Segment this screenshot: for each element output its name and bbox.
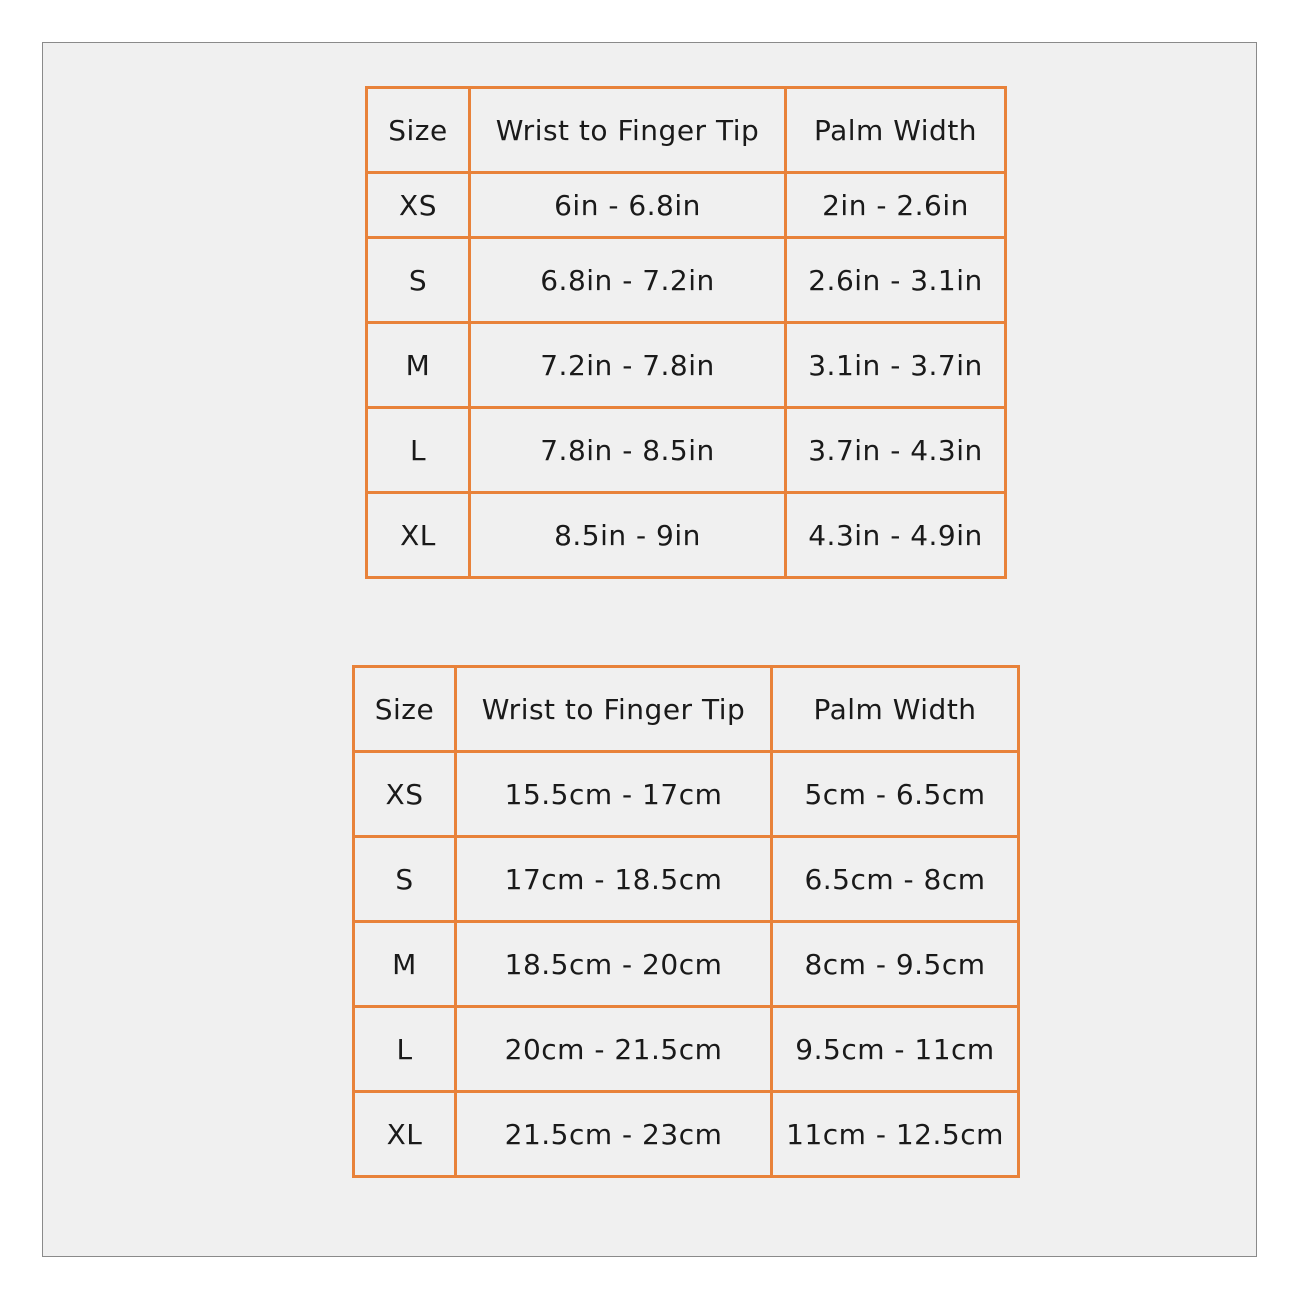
wrist-to-finger-tip-cell: 7.2in - 7.8in [470, 323, 786, 408]
palm-width-cell: 4.3in - 4.9in [786, 493, 1006, 578]
wrist-to-finger-tip-cell: 21.5cm - 23cm [456, 1092, 772, 1177]
table-row [354, 1007, 1019, 1092]
wrist-to-finger-tip-cell: 6in - 6.8in [470, 173, 786, 238]
table-row [367, 323, 1006, 408]
size-cell: L [354, 1007, 456, 1092]
size-cell: XS [354, 752, 456, 837]
size-chart-panel [42, 42, 1257, 1257]
size-cell: XL [367, 493, 470, 578]
table-header-row [367, 88, 1006, 173]
header-wrist-to-finger-tip: Wrist to Finger Tip [456, 667, 772, 752]
palm-width-cell: 2.6in - 3.1in [786, 238, 1006, 323]
wrist-to-finger-tip-cell: 6.8in - 7.2in [470, 238, 786, 323]
palm-width-cell: 11cm - 12.5cm [772, 1092, 1019, 1177]
size-cell: S [367, 238, 470, 323]
palm-width-cell: 5cm - 6.5cm [772, 752, 1019, 837]
table-row [367, 493, 1006, 578]
size-cell: M [354, 922, 456, 1007]
table-header-row [354, 667, 1019, 752]
size-cell: XL [354, 1092, 456, 1177]
wrist-to-finger-tip-cell: 15.5cm - 17cm [456, 752, 772, 837]
wrist-to-finger-tip-cell: 20cm - 21.5cm [456, 1007, 772, 1092]
size-cell: XS [367, 173, 470, 238]
size-table-inches [365, 86, 1007, 579]
size-table-centimeters [352, 665, 1020, 1178]
wrist-to-finger-tip-cell: 8.5in - 9in [470, 493, 786, 578]
palm-width-cell: 6.5cm - 8cm [772, 837, 1019, 922]
table-row [354, 1092, 1019, 1177]
table-row [367, 238, 1006, 323]
size-cell: L [367, 408, 470, 493]
table-row [354, 752, 1019, 837]
palm-width-cell: 3.1in - 3.7in [786, 323, 1006, 408]
header-palm-width: Palm Width [772, 667, 1019, 752]
palm-width-cell: 8cm - 9.5cm [772, 922, 1019, 1007]
table-row [367, 408, 1006, 493]
header-palm-width: Palm Width [786, 88, 1006, 173]
table-row [354, 837, 1019, 922]
palm-width-cell: 3.7in - 4.3in [786, 408, 1006, 493]
table-row [367, 173, 1006, 238]
wrist-to-finger-tip-cell: 17cm - 18.5cm [456, 837, 772, 922]
palm-width-cell: 2in - 2.6in [786, 173, 1006, 238]
wrist-to-finger-tip-cell: 18.5cm - 20cm [456, 922, 772, 1007]
size-cell: S [354, 837, 456, 922]
palm-width-cell: 9.5cm - 11cm [772, 1007, 1019, 1092]
header-size: Size [354, 667, 456, 752]
header-wrist-to-finger-tip: Wrist to Finger Tip [470, 88, 786, 173]
header-size: Size [367, 88, 470, 173]
wrist-to-finger-tip-cell: 7.8in - 8.5in [470, 408, 786, 493]
size-cell: M [367, 323, 470, 408]
table-row [354, 922, 1019, 1007]
